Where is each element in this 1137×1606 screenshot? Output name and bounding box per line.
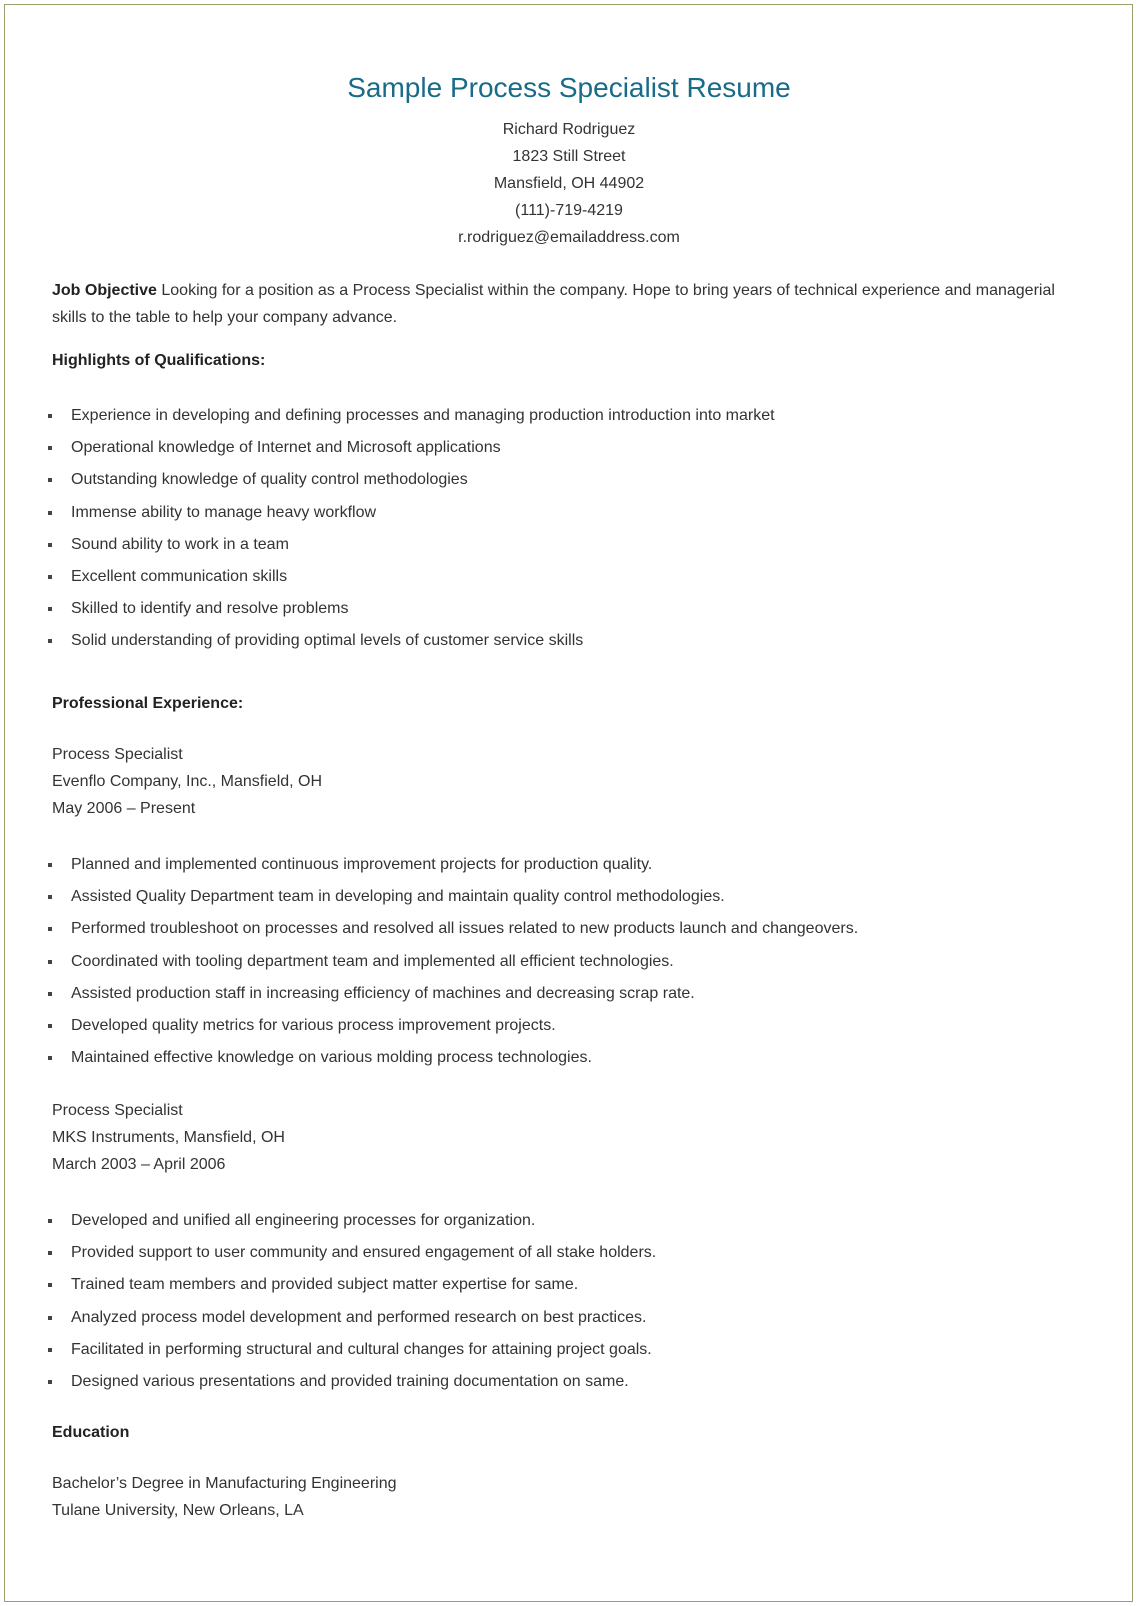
education-degree: Bachelor’s Degree in Manufacturing Engineering (52, 1475, 397, 1492)
list-item: Immense ability to manage heavy workflow (52, 499, 1092, 531)
list-item: Developed and unified all engineering processes for organization. (52, 1207, 1092, 1239)
job-header-1 (52, 741, 322, 822)
highlights-heading: Highlights of Qualifications: (52, 352, 266, 369)
job-duties-2 (52, 1207, 1092, 1400)
list-item: Coordinated with tooling department team and implemented all efficient technologies. (52, 948, 1092, 980)
education-block (52, 1470, 397, 1524)
job-company: Evenflo Company, Inc., Mansfield, OH (52, 773, 323, 790)
list-item: Trained team members and provided subject matter expertise for same. (52, 1271, 1092, 1303)
list-item: Facilitated in performing structural and cultural changes for attaining project goals. (52, 1336, 1092, 1368)
resume-title: Sample Process Specialist Resume (347, 72, 791, 103)
list-item: Assisted Quality Department team in developing and maintain quality control methodologies. (52, 883, 1092, 915)
job-dates: May 2006 – Present (52, 800, 196, 817)
job-company: MKS Instruments, Mansfield, OH (52, 1129, 285, 1146)
job-title: Process Specialist (52, 746, 183, 763)
list-item: Skilled to identify and resolve problems (52, 595, 1092, 627)
job-duties-1 (52, 851, 1092, 1076)
list-item: Assisted production staff in increasing efficiency of machines and decreasing scrap rate. (52, 980, 1092, 1012)
list-item: Developed quality metrics for various process improvement projects. (52, 1012, 1092, 1044)
list-item: Excellent communication skills (52, 563, 1092, 595)
list-item: Experience in developing and defining processes and managing production introduction into market (52, 402, 1092, 434)
job-objective (52, 277, 1092, 331)
list-item: Planned and implemented continuous improvement projects for production quality. (52, 851, 1092, 883)
job-header-2 (52, 1097, 285, 1178)
list-item: Performed troubleshoot on processes and resolved all issues related to new products launch and changeovers. (52, 915, 1092, 947)
highlights-list (52, 402, 1092, 660)
job-objective-text: Looking for a position as a Process Specialist within the company. Hope to bring years of technical experience and managerial skills to the table to help your company advance. (52, 282, 1055, 326)
list-item: Analyzed process model development and performed research on best practices. (52, 1304, 1092, 1336)
list-item: Provided support to user community and ensured engagement of all stake holders. (52, 1239, 1092, 1271)
job-dates: March 2003 – April 2006 (52, 1156, 226, 1173)
contact-block (52, 116, 1086, 251)
list-item: Operational knowledge of Internet and Microsoft applications (52, 434, 1092, 466)
experience-heading: Professional Experience: (52, 695, 244, 712)
contact-email: r.rodriguez@emailaddress.com (458, 229, 680, 246)
job-objective-label: Job Objective (52, 282, 157, 299)
contact-city: Mansfield, OH 44902 (493, 175, 645, 192)
list-item: Sound ability to work in a team (52, 531, 1092, 563)
list-item: Designed various presentations and provided training documentation on same. (52, 1368, 1092, 1400)
contact-name: Richard Rodriguez (502, 121, 636, 138)
education-heading: Education (52, 1424, 130, 1441)
education-school: Tulane University, New Orleans, LA (52, 1502, 304, 1519)
job-title: Process Specialist (52, 1102, 183, 1119)
contact-phone: (111)-719-4219 (515, 202, 623, 219)
list-item: Outstanding knowledge of quality control methodologies (52, 466, 1092, 498)
contact-street: 1823 Still Street (512, 148, 626, 165)
list-item: Maintained effective knowledge on various molding process technologies. (52, 1044, 1092, 1076)
list-item: Solid understanding of providing optimal levels of customer service skills (52, 627, 1092, 659)
